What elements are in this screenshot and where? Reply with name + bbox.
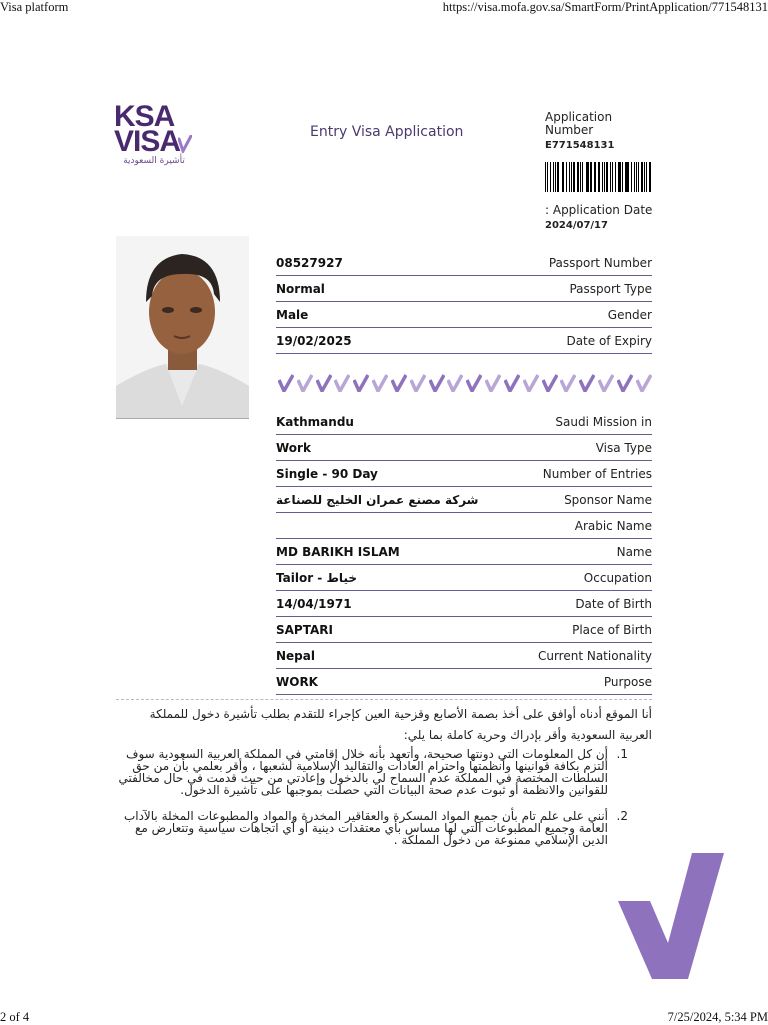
check-mark-icon <box>466 374 482 392</box>
check-mark-icon <box>278 374 294 392</box>
purpose-value: WORK <box>276 674 318 689</box>
barcode-bar <box>566 162 567 192</box>
barcode-bar <box>555 162 556 192</box>
check-mark-icon <box>429 374 445 392</box>
application-number-block <box>545 111 614 152</box>
declaration-item-number: 1. <box>616 747 628 761</box>
barcode-bar <box>545 162 546 192</box>
purpose-row <box>276 669 652 695</box>
barcode-bar <box>649 162 651 192</box>
check-mark-icon <box>334 374 350 392</box>
check-mark-icon <box>617 374 633 392</box>
check-mark-icon <box>485 374 501 392</box>
barcode-bar <box>634 162 635 192</box>
purpose-label: Purpose <box>603 674 652 689</box>
barcode-bar <box>547 162 548 192</box>
visa-type-value: Work <box>276 440 311 455</box>
visa-type-label: Visa Type <box>595 440 652 455</box>
passport-type-label: Passport Type <box>569 281 652 296</box>
barcode-bar <box>628 162 629 192</box>
barcode-bar <box>598 162 600 192</box>
barcode-bar <box>604 162 605 192</box>
barcode-bar <box>582 162 583 192</box>
gender-row <box>276 302 652 328</box>
barcode-bar <box>615 162 616 192</box>
passport-details <box>276 250 652 354</box>
logo-arabic: تأشيرة السعودية <box>123 156 185 166</box>
check-mark-icon <box>636 374 652 392</box>
check-mark-icon <box>316 374 332 392</box>
visa-type-row <box>276 435 652 461</box>
mission-row <box>276 409 652 435</box>
arabic-name-label: Arabic Name <box>574 518 652 533</box>
applicant-portrait-icon <box>116 236 249 418</box>
birthplace-row <box>276 617 652 643</box>
application-date: 2024/07/17 <box>545 220 608 231</box>
check-mark-icon <box>560 374 576 392</box>
declaration-items <box>116 748 628 860</box>
barcode-bar <box>557 162 559 192</box>
check-mark-icon <box>410 374 426 392</box>
ksa-visa-logo <box>114 100 194 166</box>
application-number-label-2: Number <box>545 123 594 137</box>
birthplace-label: Place of Birth <box>572 622 652 637</box>
declaration-item-text: أن كل المعلومات التي دونتها صحيحة، وأتعهد بأنه خلال إقامتي في المملكة العربية السعودية سوف ألتزم بكافة قوانينها وأنظمتها واحترام العادات والتقاليد الإسلامية لشعبها ، وأقر بعلمي بأن من حق السلطات المختصة في المملكة عدم السماح لي بالدخول وإعادتي من حيث قدمت في حال مخالفتي للقوانين والانظمة أو ثبوت عدم صحة البيانات التي حصلت بموجبها على تأشيرة الدخول. <box>118 747 608 797</box>
visa-details <box>276 409 652 695</box>
barcode-bar <box>577 162 579 192</box>
passport-type-row <box>276 276 652 302</box>
applicant-photo <box>116 236 249 419</box>
barcode-bar <box>563 162 564 192</box>
declaration-item-text: أنني على علم تام بأن جميع المواد المسكرة والعقاقير المخدرة والمواد والمطبوعات المخلة بالآداب العامة وجميع المطبوعات التي لها مساس بأي معتقدات دينية أو أي اتجاهات سياسية وتتعارض مع الدين الإسلامي ممنوعة من دخول المملكة . <box>123 809 608 847</box>
barcode-bar <box>571 162 572 192</box>
sponsor-row <box>276 487 652 513</box>
name-value: MD BARIKH ISLAM <box>276 544 400 559</box>
declaration-item <box>116 810 628 846</box>
barcode-bar <box>606 162 607 192</box>
check-mark-icon <box>297 374 313 392</box>
birthplace-value: SAPTARI <box>276 622 333 637</box>
barcode-bar <box>550 162 551 192</box>
passport-type-value: Normal <box>276 281 325 296</box>
barcode-bar <box>636 162 637 192</box>
barcode-bar <box>638 162 639 192</box>
dob-row <box>276 591 652 617</box>
dob-label: Date of Birth <box>575 596 652 611</box>
application-date-block <box>545 203 652 233</box>
check-mark-icon <box>353 374 369 392</box>
check-mark-icon <box>372 374 388 392</box>
barcode-bar <box>595 162 596 192</box>
passport-number-value: 08527927 <box>276 255 343 270</box>
dob-value: 14/04/1971 <box>276 596 352 611</box>
barcode-bar <box>641 162 642 192</box>
nationality-value: Nepal <box>276 648 315 663</box>
check-mark-icon <box>391 374 407 392</box>
gender-value: Male <box>276 307 309 322</box>
barcode-bar <box>646 162 647 192</box>
occupation-value: Tailor - خياط <box>276 570 357 585</box>
name-label: Name <box>616 544 652 559</box>
barcode-bar <box>612 162 613 192</box>
expiry-value: 19/02/2025 <box>276 333 352 348</box>
passport-number-row <box>276 250 652 276</box>
arabic-name-row <box>276 513 652 539</box>
nationality-row <box>276 643 652 669</box>
declaration-item-number: 2. <box>616 809 628 823</box>
check-mark-icon <box>523 374 539 392</box>
expiry-label: Date of Expiry <box>566 333 652 348</box>
entries-label: Number of Entries <box>542 466 652 481</box>
barcode-bar <box>625 162 627 192</box>
barcode-bar <box>590 162 591 192</box>
barcode-bar <box>619 162 620 192</box>
application-number: E771548131 <box>545 140 615 151</box>
sponsor-label: Sponsor Name <box>564 492 652 507</box>
declaration-item <box>116 748 628 796</box>
occupation-row <box>276 565 652 591</box>
document-title: Entry Visa Application <box>310 124 464 140</box>
expiry-row <box>276 328 652 354</box>
check-mark-icon <box>579 374 595 392</box>
decorative-check-band <box>278 374 652 394</box>
barcode-bar <box>553 162 554 192</box>
barcode-bar <box>587 162 588 192</box>
barcode-bar <box>644 162 645 192</box>
declaration-intro: أنا الموقع أدناه أوافق على أخذ بصمة الأصابع وقزحية العين كإجراء للتقدم بطلب تأشيرة دخول للمملكة العربية السعودية وأقر بإدراك وحرية كاملة بما يلي: <box>116 699 652 746</box>
logo-line-1: KSA <box>114 100 175 133</box>
barcode-bar <box>573 162 574 192</box>
barcode-bar <box>631 162 632 192</box>
mission-label: Saudi Mission in <box>555 414 652 429</box>
browser-page-title: Visa platform <box>0 0 69 14</box>
check-mark-icon <box>598 374 614 392</box>
browser-url: https://visa.mofa.gov.sa/SmartForm/PrintApplication/771548131 <box>442 0 768 14</box>
print-datetime: 7/25/2024, 5:34 PM <box>667 1010 768 1024</box>
gender-label: Gender <box>607 307 652 322</box>
page-counter: 2 of 4 <box>0 1010 30 1024</box>
nationality-label: Current Nationality <box>537 648 652 663</box>
sponsor-value: شركة مصنع عمران الخليج للصناعة <box>276 492 479 507</box>
check-mark-icon <box>447 374 463 392</box>
logo-check-icon <box>178 135 192 153</box>
entries-value: Single - 90 Day <box>276 466 378 481</box>
application-barcode <box>545 162 652 192</box>
application-number-label-1: Application <box>545 110 613 124</box>
large-check-watermark-icon <box>618 853 724 979</box>
occupation-label: Occupation <box>583 570 652 585</box>
logo-line-2: VISA <box>114 125 181 158</box>
check-mark-icon <box>542 374 558 392</box>
name-row <box>276 539 652 565</box>
check-mark-icon <box>504 374 520 392</box>
mission-value: Kathmandu <box>276 414 354 429</box>
barcode-bar <box>622 162 623 192</box>
barcode-bar <box>580 162 581 192</box>
entries-row <box>276 461 652 487</box>
application-date-label: : Application Date <box>545 203 653 217</box>
passport-number-label: Passport Number <box>548 255 652 270</box>
